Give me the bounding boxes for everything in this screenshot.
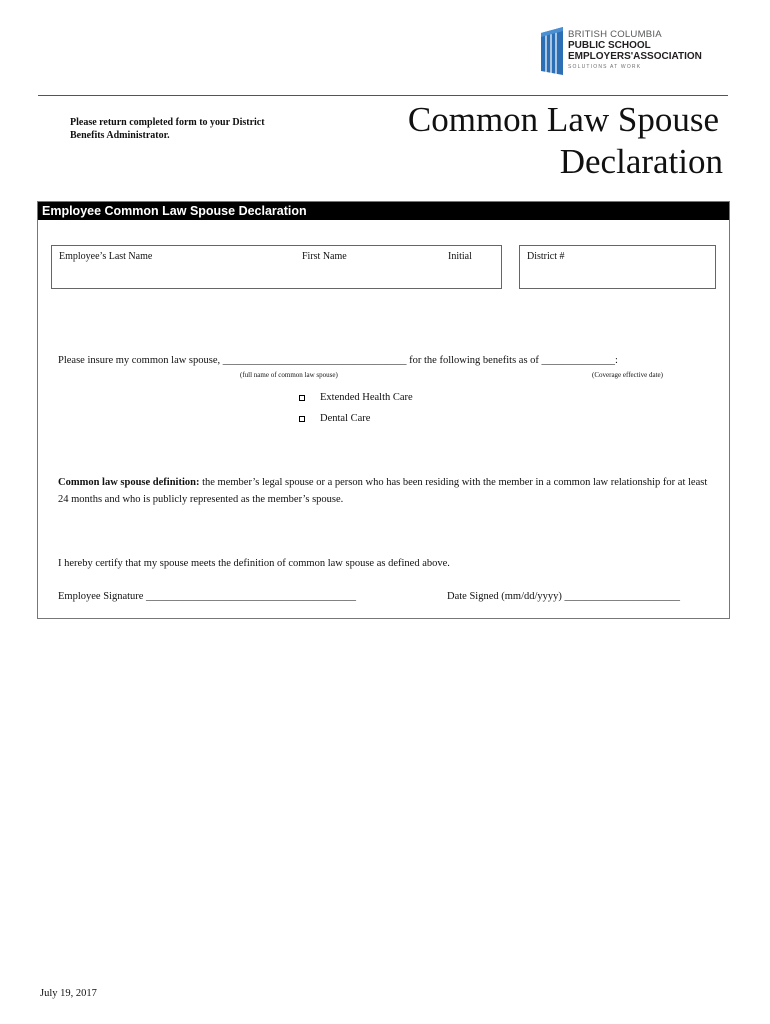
- insure-statement: Please insure my common law spouse, ___________________________________ for the following benefits as of ______________:: [58, 355, 618, 366]
- coverage-date-hint: (Coverage effective date): [592, 371, 663, 379]
- employee-signature-field[interactable]: Employee Signature ________________________________________: [58, 591, 357, 602]
- district-label: District #: [527, 251, 565, 262]
- return-instructions: Please return completed form to your District Benefits Administrator.: [70, 117, 265, 141]
- last-name-label: Employee’s Last Name: [59, 251, 153, 262]
- certification-statement: I hereby certify that my spouse meets the definition of common law spouse as defined above.: [58, 558, 450, 569]
- extended-health-checkbox[interactable]: [299, 395, 305, 401]
- logo-tagline: SOLUTIONS AT WORK: [568, 64, 642, 70]
- logo-line-1: BRITISH COLUMBIA: [568, 29, 662, 40]
- form-title-line-2: Declaration: [559, 142, 723, 181]
- first-name-label: First Name: [302, 251, 347, 262]
- logo-line-2: PUBLIC SCHOOL: [568, 40, 651, 51]
- dental-care-label: Dental Care: [320, 413, 371, 424]
- logo-mark-icon: [541, 27, 563, 75]
- revision-date: July 19, 2017: [40, 988, 97, 999]
- spouse-name-hint: (full name of common law spouse): [240, 371, 338, 379]
- definition-label: Common law spouse definition:: [58, 477, 200, 488]
- definition-paragraph: [58, 474, 708, 508]
- bcpsea-logo: [541, 27, 726, 77]
- extended-health-label: Extended Health Care: [320, 392, 413, 403]
- logo-line-3: EMPLOYERS'ASSOCIATION: [568, 51, 702, 62]
- initial-label: Initial: [448, 251, 472, 262]
- dental-care-checkbox[interactable]: [299, 416, 305, 422]
- form-title-line-1: Common Law Spouse: [407, 100, 719, 139]
- date-signed-field[interactable]: Date Signed (mm/dd/yyyy) ______________________: [447, 591, 681, 602]
- definition-text: the member’s legal spouse or a person who has been residing with the member in a common law relationship for at least 24 months and who is publicly represented as the member’s spouse.: [58, 477, 708, 505]
- section-title: Employee Common Law Spouse Declaration: [38, 202, 729, 220]
- header-divider: [38, 95, 728, 96]
